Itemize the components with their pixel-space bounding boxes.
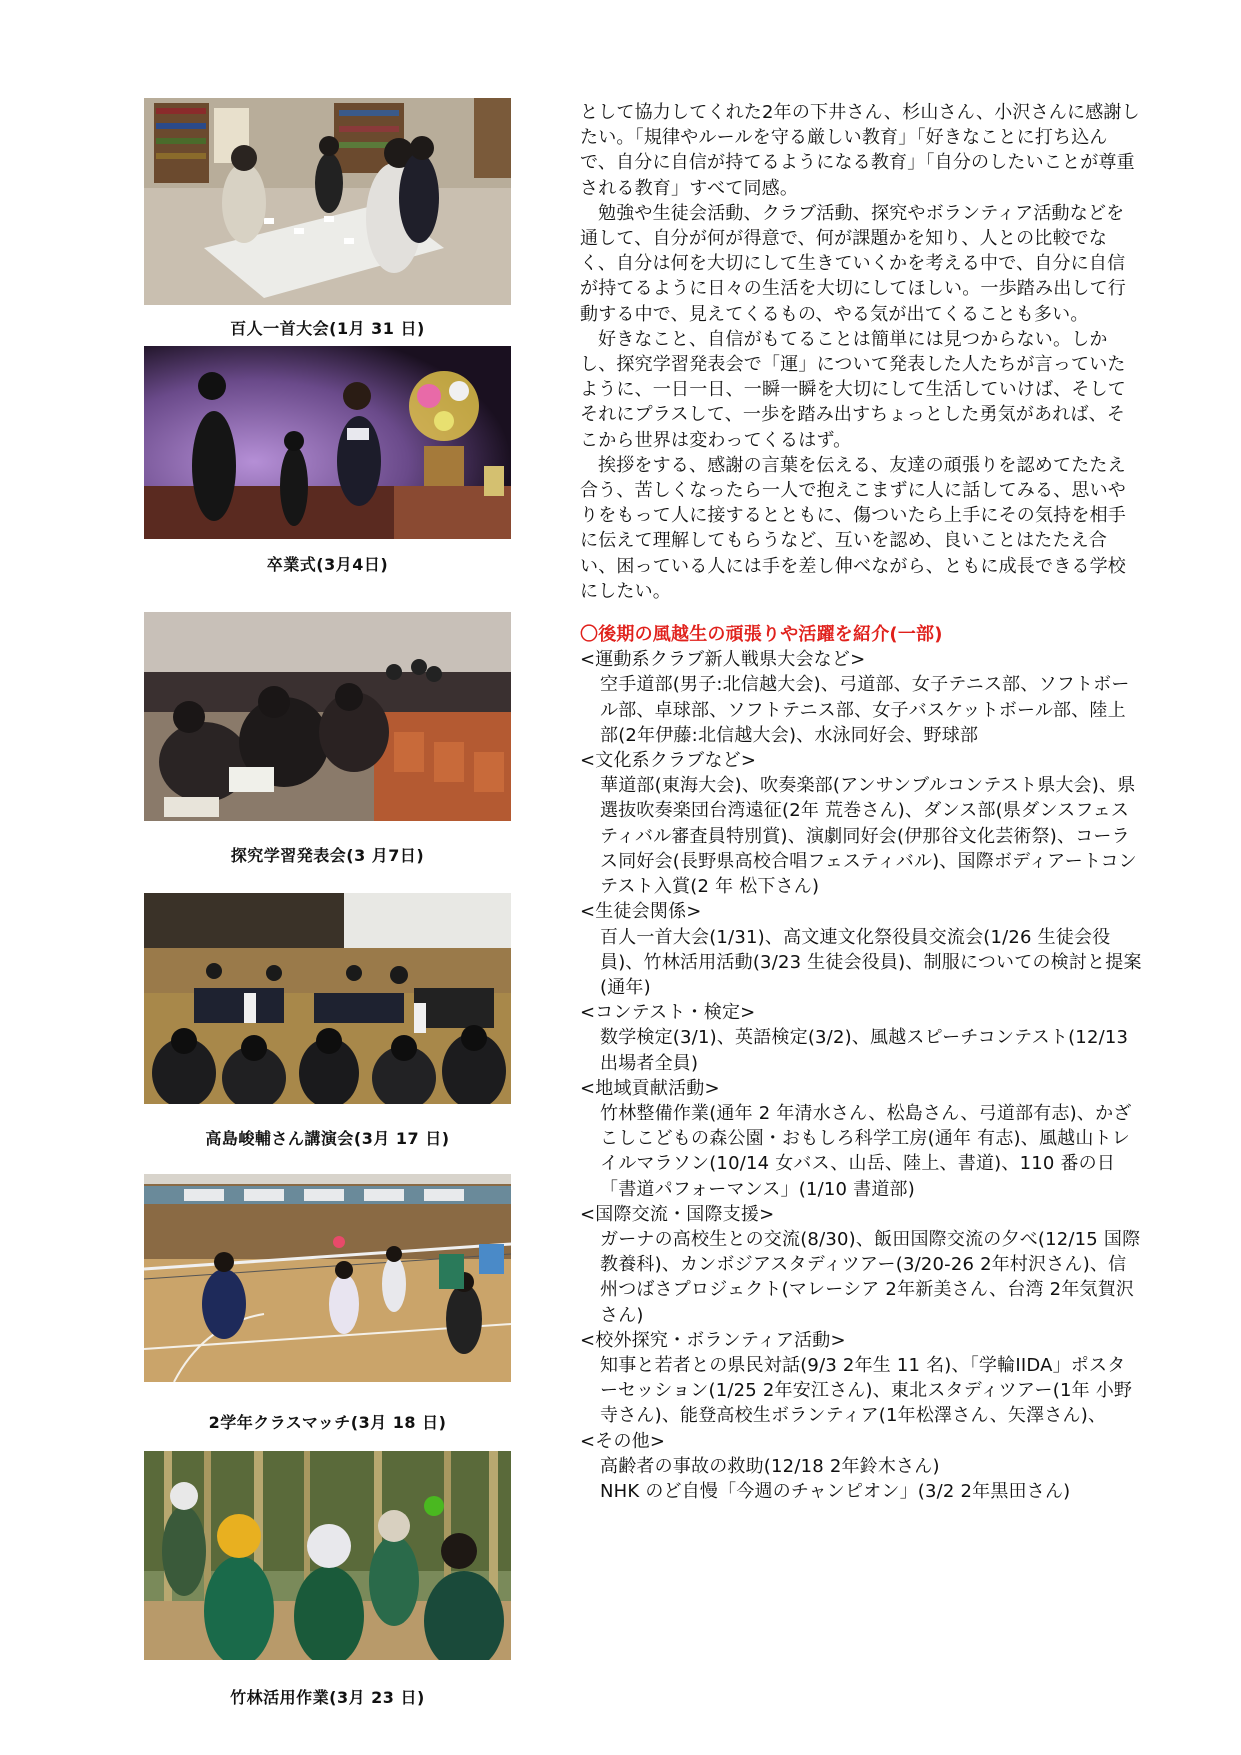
category-title: <校外探究・ボランティア活動>	[580, 1329, 846, 1351]
photo-bamboo	[144, 1451, 511, 1660]
category-text: ガーナの高校生との交流(8/30)、飯田国際交流の夕べ(12/15 国際教養科)、カンボジアスタディツアー(3/20-26 2年村沢さん)、信州つばさプロジェクト(マレーシア 2年新美さん、台湾 2年気賀沢さん)	[600, 1228, 1141, 1326]
paragraph: として協力してくれた2年の下井さん、杉山さん、小沢さんに感謝したい。「規律やルールを守る厳しい教育」「好きなことに打ち込んで、自分に自信が持てるようになる教育」「自分のしたいことが尊重される教育」すべて同感。	[580, 102, 1140, 199]
photo-caption: 竹林活用作業(3月 23 日)	[230, 1688, 425, 1707]
category-text: 空手道部(男子:北信越大会)、弓道部、女子テニス部、ソフトボール部、卓球部、ソフトテニス部、女子バスケットボール部、陸上部(2年伊藤:北信越大会)、水泳同好会、野球部	[600, 674, 1130, 746]
category-text: 百人一首大会(1/31)、高文連文化祭役員交流会(1/26 生徒会役員)、竹林活用活動(3/23 生徒会役員)、制服についての検討と提案(通年)	[600, 926, 1142, 998]
category-title: <運動系クラブ新人戦県大会など>	[580, 649, 866, 671]
photo-caption: 百人一首大会(1月 31 日)	[230, 319, 425, 338]
photo-caption: 高島峻輔さん講演会(3月 17 日)	[205, 1129, 450, 1148]
category-title: <コンテスト・検定>	[580, 1002, 756, 1024]
category-title: <生徒会関係>	[580, 901, 702, 923]
paragraph: 挨拶をする、感謝の言葉を伝える、友達の頑張りを認めてたたえ合う、苦しくなったら一人で抱えこまずに人に話してみる、思いやりをもって人に接するとともに、傷ついたら上手にその気持を相手に伝えて理解してもらうなど、互いを認め、良いことはたたえ合い、困っている人には手を差し伸べながら、ともに成長できる学校にしたい。	[580, 454, 1126, 602]
category-list	[580, 647, 1142, 1504]
section-heading: 〇後期の風越生の頑張りや活躍を紹介(一部)	[580, 624, 943, 646]
photo-karuta	[144, 98, 511, 305]
paragraph: 好きなこと、自信がもてることは簡単には見つからない。しかし、探究学習発表会で「運」について発表した人たちが言っていたように、一日一日、一瞬一瞬を大切にして生活していけば、そしてそれにプラスして、一歩を踏み出すちょっとした勇気があれば、そこから世界は変わってくるはず。	[580, 328, 1126, 451]
photo-lecture	[144, 893, 511, 1104]
paragraph: 勉強や生徒会活動、クラブ活動、探究やボランティア活動などを通して、自分が何が得意で、何が課題かを知り、人との比較でなく、自分は何を大切にして生きていくかを考える中で、自分に自信が持てるように日々の生活を大切にしてほしい。一歩踏み出して行動する中で、見えてくるもの、やる気が出てくることも多い。	[580, 202, 1126, 325]
category-text: 数学検定(3/1)、英語検定(3/2)、風越スピーチコンテスト(12/13 出場者全員)	[600, 1027, 1129, 1074]
category-text: 知事と若者との県民対話(9/3 2年生 11 名)、「学輪IIDA」ポスターセッション(1/25 2年安江さん)、東北スタディツアー(1年 小野寺さん)、能登高校生ボランティア(1年松澤さん、矢澤さん)、	[600, 1354, 1133, 1427]
photo-caption: 2学年クラスマッチ(3月 18 日)	[208, 1413, 447, 1432]
photo-caption: 卒業式(3月4日)	[266, 555, 389, 574]
category-title: <その他>	[580, 1430, 666, 1452]
photo-caption: 探究学習発表会(3 月7日)	[230, 846, 425, 865]
photo-graduation	[144, 346, 511, 539]
category-title: <文化系クラブなど>	[580, 750, 757, 772]
category-title: <地域貢献活動>	[580, 1077, 720, 1099]
article-text	[580, 100, 1142, 1504]
category-text: 華道部(東海大会)、吹奏楽部(アンサンブルコンテスト県大会)、県選抜吹奏楽団台湾遠征(2年 荒巻さん)、ダンス部(県ダンスフェスティバル審査員特別賞)、演劇同好会(伊那谷文化芸術祭)、コーラス同好会(長野県高校合唱フェスティバル)、国際ボディアートコンテスト入賞(2 年 松下さん)	[600, 775, 1137, 898]
photo-volleyball	[144, 1174, 511, 1382]
category-title: <国際交流・国際支援>	[580, 1203, 775, 1225]
category-text: 竹林整備作業(通年 2 年清水さん、松島さん、弓道部有志)、かざこしこどもの森公園・おもしろ科学工房(通年 有志)、風越山トレイルマラソン(10/14 女バス、山岳、陸上、書道)、110 番の日「書道パフォーマンス」(1/10 書道部)	[600, 1102, 1132, 1200]
photo-presentation	[144, 612, 511, 821]
category-text: 高齢者の事故の救助(12/18 2年鈴木さん) NHK のど自慢「今週のチャンピオン」(3/2 2年黒田さん)	[600, 1455, 1071, 1502]
